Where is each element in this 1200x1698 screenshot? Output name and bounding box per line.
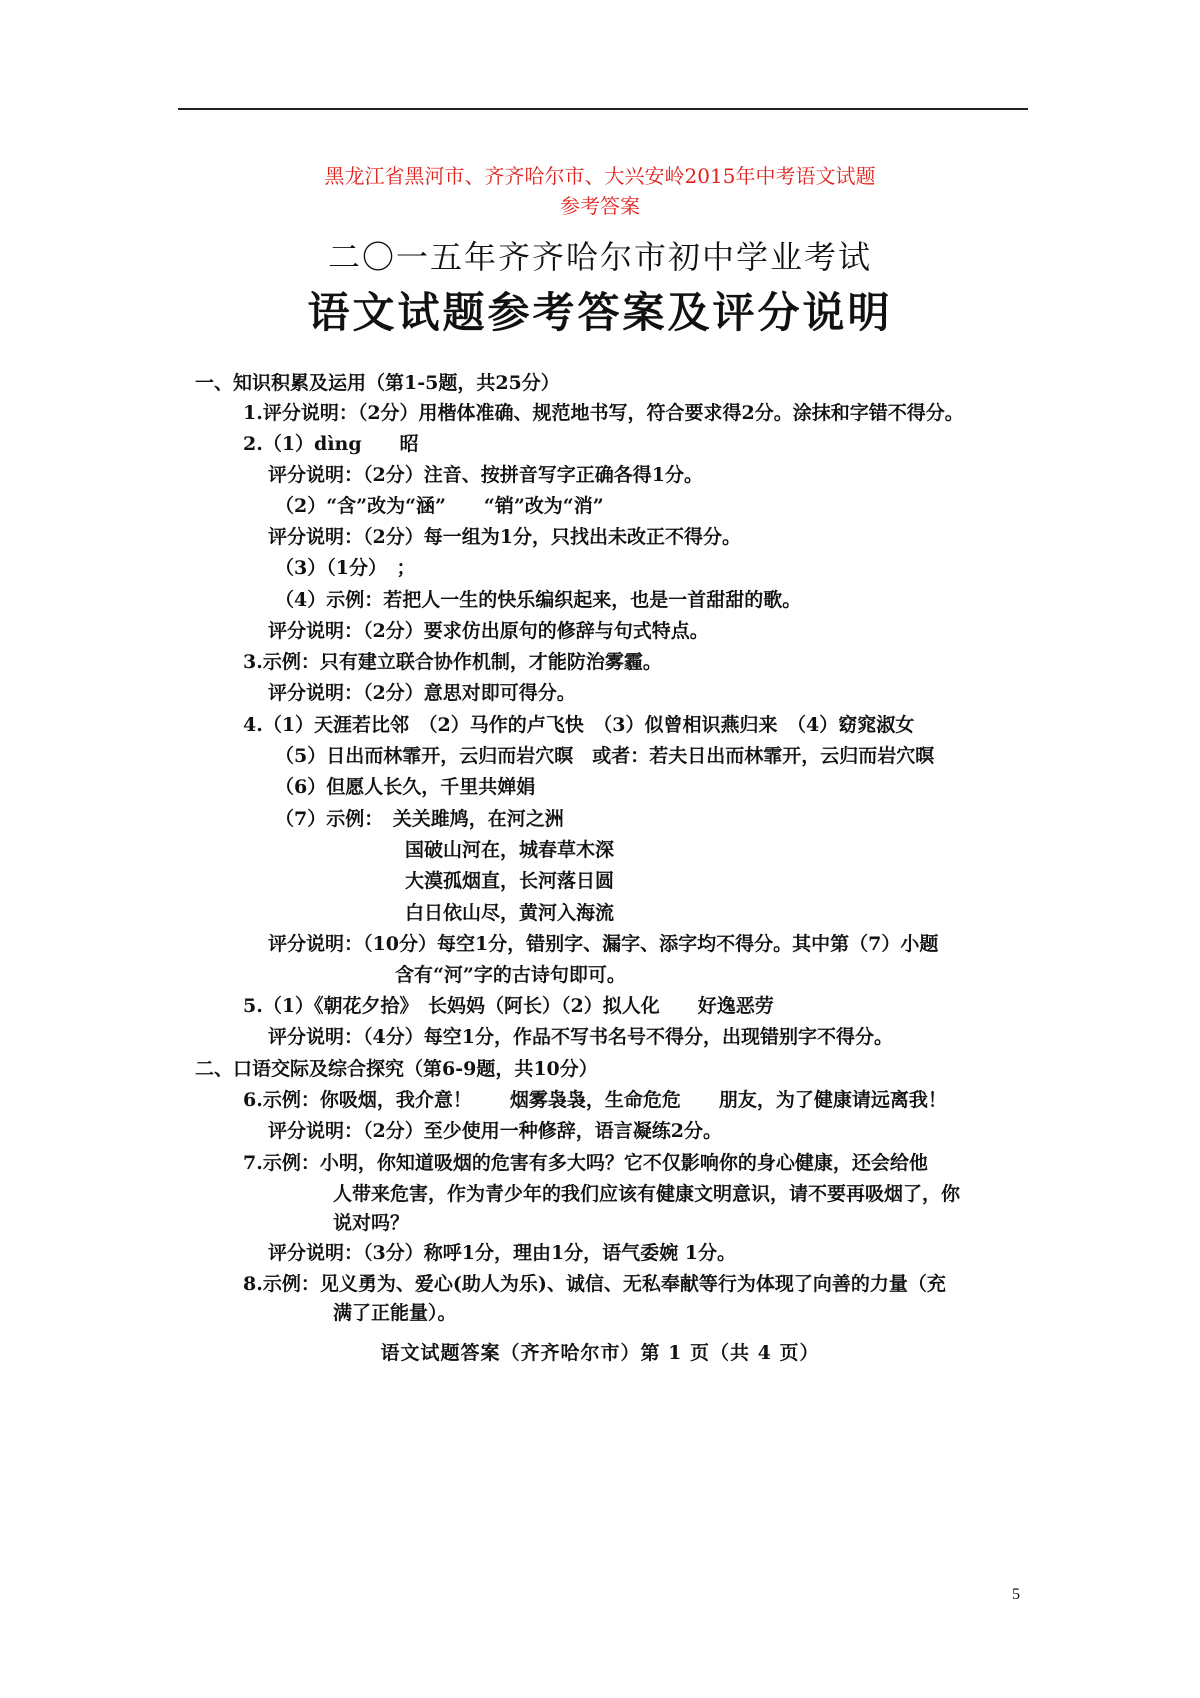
poem-line: 大漠孤烟直，长河落日圆 bbox=[405, 870, 615, 892]
answer-line: 人带来危害，作为青少年的我们应该有健康文明意识，请不要再吸烟了，你 bbox=[333, 1183, 961, 1205]
scoring-note: 含有“河”字的古诗句即可。 bbox=[395, 964, 626, 986]
answer-line: 3.示例：只有建立联合协作机制，才能防治雾霾。 bbox=[243, 651, 662, 673]
main-title: 语文试题参考答案及评分说明 bbox=[307, 288, 893, 337]
red-title: 黑龙江省黑河市、齐齐哈尔市、大兴安岭2015年中考语文试题 bbox=[324, 164, 876, 188]
answer-line: （2）“含”改为“涵” “销”改为“消” bbox=[275, 495, 604, 517]
poem-line: 白日依山尽，黄河入海流 bbox=[405, 902, 615, 924]
answer-line: （7）示例： 关关雎鸠，在河之洲 bbox=[275, 808, 564, 830]
section-heading-2: 二、口语交际及综合探究（第6-9题，共10分） bbox=[195, 1058, 598, 1080]
scoring-note: 评分说明：（2分）注音、按拼音写字正确各得1分。 bbox=[268, 464, 703, 486]
scoring-note: 评分说明：（2分）要求仿出原句的修辞与句式特点。 bbox=[268, 620, 709, 642]
answer-line: 满了正能量）。 bbox=[333, 1302, 457, 1324]
answer-line: 6.示例：你吸烟，我介意！ 烟雾袅袅，生命危危 朋友，为了健康请远离我！ bbox=[243, 1089, 947, 1111]
red-subtitle: 参考答案 bbox=[560, 194, 640, 218]
exam-title: 二〇一五年齐齐哈尔市初中学业考试 bbox=[327, 238, 872, 276]
answer-line: 8.示例：见义勇为、爱心(助人为乐)、诚信、无私奉献等行为体现了向善的力量（充 bbox=[243, 1273, 946, 1295]
scoring-note: 评分说明：（3分）称呼1分，理由1分，语气委婉 1分。 bbox=[268, 1242, 736, 1264]
page-footer: 语文试题答案（齐齐哈尔市）第 1 页（共 4 页） bbox=[380, 1342, 820, 1364]
scoring-note: 评分说明：（2分）至少使用一种修辞，语言凝练2分。 bbox=[268, 1120, 722, 1142]
answer-line: 1.评分说明：（2分）用楷体准确、规范地书写，符合要求得2分。涂抹和字错不得分。 bbox=[243, 402, 964, 424]
answer-line: （5）日出而林霏开，云归而岩穴暝 或者：若夫日出而林霏开，云归而岩穴暝 bbox=[275, 745, 935, 767]
answer-line: 7.示例：小明，你知道吸烟的危害有多大吗？它不仅影响你的身心健康，还会给他 bbox=[243, 1152, 928, 1174]
poem-line: 国破山河在，城春草木深 bbox=[405, 839, 615, 861]
answer-line: 2.（1）dìng 昭 bbox=[243, 433, 419, 455]
answer-line: （4）示例：若把人一生的快乐编织起来，也是一首甜甜的歌。 bbox=[275, 589, 802, 611]
answer-line: 5.（1）《朝花夕拾》 长妈妈（阿长）（2）拟人化 好逸恶劳 bbox=[243, 995, 774, 1017]
answer-line: （6）但愿人长久，千里共婵娟 bbox=[275, 776, 536, 798]
scoring-note: 评分说明：（2分）每一组为1分，只找出未改正不得分。 bbox=[268, 526, 741, 548]
answer-line: 4.（1）天涯若比邻 （2）马作的卢飞快 （3）似曾相识燕归来 （4）窈窕淑女 bbox=[243, 714, 915, 736]
answer-line: 说对吗？ bbox=[333, 1212, 410, 1234]
section-heading-1: 一、知识积累及运用（第1-5题，共25分） bbox=[195, 372, 560, 394]
scoring-note: 评分说明：（2分）意思对即可得分。 bbox=[268, 682, 576, 704]
scoring-note: 评分说明：（4分）每空1分，作品不写书名号不得分，出现错别字不得分。 bbox=[268, 1026, 893, 1048]
scoring-note: 评分说明：（10分）每空1分，错别字、漏字、添字均不得分。其中第（7）小题 bbox=[268, 933, 939, 955]
top-rule bbox=[178, 108, 1028, 110]
answer-line: （3）（1分） ； bbox=[275, 557, 416, 579]
page-number: 5 bbox=[1012, 1586, 1020, 1603]
